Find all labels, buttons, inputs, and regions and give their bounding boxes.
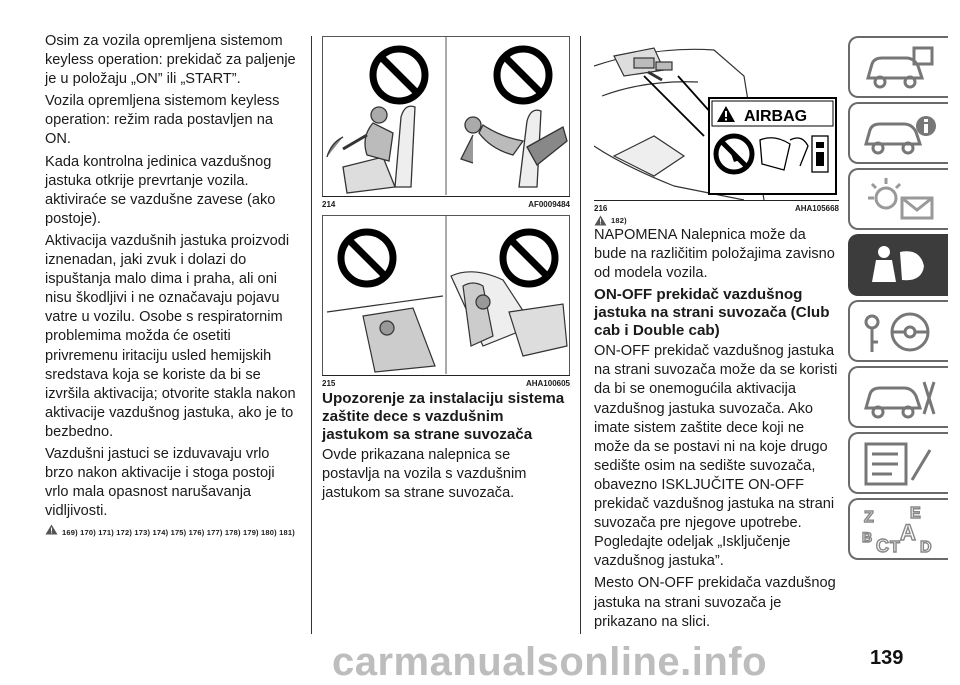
- column-divider: [311, 36, 312, 634]
- car-tools-icon: [862, 374, 938, 422]
- text-column-1: [45, 32, 297, 541]
- column-divider: [580, 36, 581, 634]
- index-letter: D: [920, 539, 932, 554]
- airbag-warning-illustration-214: [323, 37, 569, 195]
- paragraph: Vozila opremljena sistemom keyless operation: režim rada postavljen na ON.: [45, 93, 280, 148]
- car-i-icon: [862, 110, 938, 158]
- warning-triangle-icon: [594, 215, 607, 226]
- figure-215: [322, 215, 570, 375]
- maintenance-list-icon: [862, 440, 938, 488]
- figure-code: AF0009484: [528, 200, 570, 209]
- section-heading: ON-OFF prekidač vazdušnog jastuka na strani suvozača (Club cab i Double cab): [594, 286, 830, 340]
- chapter-tab-info[interactable]: [848, 102, 948, 164]
- figure-214: [322, 36, 570, 196]
- paragraph: Kada kontrolna jedinica vazdušnog jastuka otkrije prevrtanje vozila. aktiviraće se vazdušne zavese (ako postoje).: [45, 153, 276, 227]
- paragraph: Aktivacija vazdušnih jastuka proizvodi iznenadan, jaki zvuk i dolazi do ispuštanja malo dima i praha, ali oni nisu škodljivi i ne označavaju pojavu vatre u vozilu. Osobe s respiratornim problemima možda će osetiti privremenu iritaciju usled hemijskih sredstava koja se koriste da bi se izvršila aktivacija; otvorite stakla nakon aktivacije vazdušnog jastuka, ako je to bezbedno.: [45, 232, 296, 440]
- figure-caption: [594, 200, 839, 213]
- chapter-tab-sidebar: [848, 36, 954, 564]
- figure-number: 216: [594, 204, 608, 213]
- paragraph: Ovde prikazana nalepnica se postavlja na vozila s vazdušnim jastukom sa strane suvozača.: [322, 447, 527, 502]
- chapter-tab-starting-driving[interactable]: [848, 300, 948, 362]
- chapter-tab-index[interactable]: [848, 498, 948, 560]
- chapter-tab-maintenance[interactable]: [848, 432, 948, 494]
- paragraph: ON-OFF prekidač vazdušnog jastuka na strani suvozača može da se koristi da bi se onemogućila aktivacija vazdušnog jastuka suvozača. Ako imate sistem zaštite dece koji ne može da se postavi ni na koje drugo sedište osim na sedište suvozača, obavezno ISKLJUČITE ON-OFF prekidač vazdušnog jastuka na strani suvozača pre njegove upotrebe. Pogledajte odeljak „Isključenje vazdušnog jastuka”.: [594, 343, 838, 570]
- note-paragraph: NAPOMENA Nalepnica može da bude na različitim položajima zavisno od modela vozila.: [594, 227, 835, 282]
- reference-list: 182): [611, 216, 627, 225]
- figure-number: 214: [322, 200, 336, 209]
- page-number: 139: [870, 647, 904, 669]
- index-letter: T: [890, 539, 900, 554]
- key-steering-icon: [862, 308, 938, 356]
- section-heading: Upozorenje za instalaciju sistema zaštite dece s vazdušnim jastukom sa strane suvozača: [322, 390, 565, 443]
- figure-code: AHA100605: [525, 379, 570, 388]
- airbag-label-location-illustration: [594, 36, 839, 200]
- airbag-label-text: AIRBAG: [744, 108, 808, 125]
- car-info-icon: [862, 44, 938, 92]
- paragraph: Vazdušni jastuci se izduvavaju vrlo brzo nakon aktivacije i stoga postoji vrlo mala opasnost narušavanja vidljivosti.: [45, 445, 275, 520]
- figure-code: AHA105668: [794, 204, 839, 213]
- warning-references: [45, 524, 297, 541]
- figure-number: 215: [322, 379, 336, 388]
- chapter-tab-emergency[interactable]: [848, 366, 948, 428]
- warning-lights-icon: [862, 176, 938, 224]
- index-letter: B: [862, 529, 873, 545]
- chapter-tab-vehicle[interactable]: [848, 36, 948, 98]
- index-letter: A: [900, 520, 916, 545]
- figure-caption: [322, 196, 570, 209]
- figure-216: [594, 36, 839, 200]
- warning-references: [594, 215, 839, 226]
- chapter-tab-warning-lights[interactable]: [848, 168, 948, 230]
- chapter-tab-safety[interactable]: [848, 234, 948, 296]
- figure-caption: [322, 375, 570, 388]
- text-column-3: [594, 36, 839, 635]
- index-letter: E: [910, 506, 921, 522]
- child-seat-warning-illustration-215: [323, 216, 569, 374]
- paragraph: Mesto ON-OFF prekidača vazdušnog jastuka na strani suvozača je prikazano na slici.: [594, 575, 836, 630]
- warning-triangle-icon: [45, 524, 58, 535]
- paragraph: Osim za vozila opremljena sistemom keyless operation: prekidač za paljenje je u položaju „ON” ili „START”.: [45, 33, 296, 88]
- reference-list: 169) 170) 171) 172) 173) 174) 175) 176) 177) 178) 179) 180) 181): [62, 528, 295, 538]
- airbag-person-icon: [862, 242, 938, 290]
- watermark: carmanualsonline.info: [332, 640, 768, 684]
- index-letters-icon: [862, 506, 938, 554]
- text-column-2: [322, 36, 570, 506]
- index-letter: C: [876, 536, 889, 554]
- index-letter: Z: [864, 509, 874, 526]
